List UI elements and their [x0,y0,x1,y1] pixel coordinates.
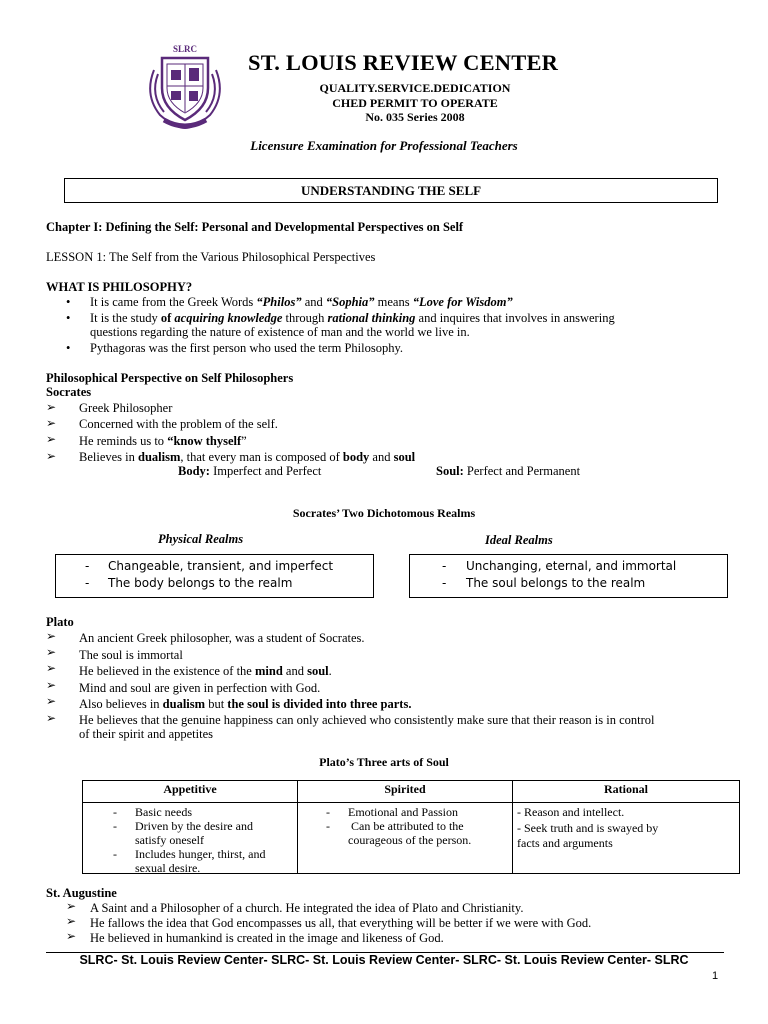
realms-title: Socrates’ Two Dichotomous Realms [292,506,476,520]
augustine-point-3: He believed in humankind is created in the image and likeness of God. [90,931,444,945]
augustine-heading: St. Augustine [46,886,117,900]
body-definition: Body: Imperfect and Perfect [178,464,322,478]
arrow-icon: ➢ [46,694,57,708]
dash: - [442,559,447,573]
arrow-icon: ➢ [66,929,77,943]
physical-realm-title: Physical Realms [158,532,244,546]
plato-point-5: Also believes in dualism but the soul is divided into three parts. [79,697,412,711]
soul-table-title: Plato’s Three arts of Soul [319,755,449,769]
physical-realm-item: Changeable, transient, and imperfect [108,559,334,573]
plato-point-3: He believed in the existence of the mind and soul. [79,664,332,678]
arrow-icon: ➢ [66,914,77,928]
socrates-point-4: Believes in dualism, that every man is composed of body and soul [79,450,416,464]
plato-point-1: An ancient Greek philosopher, was a student of Socrates. [79,631,365,645]
dash: - [113,847,117,861]
plato-point-4: Mind and soul are given in perfection with God. [79,681,321,695]
ideal-realm-item: The soul belongs to the realm [466,576,646,590]
page-number: 1 [712,970,719,982]
physical-realm-item: The body belongs to the realm [108,576,293,590]
philosophy-bullet-2-cont: questions regarding the nature of existence of man and the world we live in. [90,325,470,339]
spirited-cell [298,803,513,874]
dash: - [113,819,117,833]
philosophy-bullet-2: • It is the study of acquiring knowledge through rational thinking and inquires that involves in answering [90,311,615,326]
ideal-realm-title: Ideal Realms [485,533,553,547]
arrow-icon: ➢ [46,645,57,659]
rational-item: facts and arguments [517,836,613,850]
dash: - [85,559,90,573]
perspective-heading: Philosophical Perspective on Self Philosophers [46,371,294,385]
permit-label: CHED PERMIT TO OPERATE [332,96,498,110]
table-header-row [83,781,740,803]
spirited-item: Can be attributed to the [351,819,464,833]
socrates-point-1: Greek Philosopher [79,401,173,415]
ideal-realm-item: Unchanging, eternal, and immortal [466,559,677,573]
chapter-heading: Chapter I: Defining the Self: Personal and Developmental Perspectives on Self [46,220,464,234]
spirited-item: Emotional and Passion [348,805,458,819]
header-spirited: Spirited [298,781,513,803]
arrow-icon: ➢ [46,432,57,446]
arrow-icon: ➢ [46,711,57,725]
arrow-icon: ➢ [46,678,57,692]
philosophy-bullet-1: • It is came from the Greek Words “Philos” and “Sophia” means “Love for Wisdom” [90,295,513,310]
arrow-icon: ➢ [46,416,57,430]
physical-realm-box [55,554,374,598]
socrates-point-3: He reminds us to “know thyself” [79,434,247,448]
arrow-icon: ➢ [46,661,57,675]
soul-parts-table [82,780,740,874]
rational-item: - Reason and intellect. [517,805,625,819]
plato-point-6-cont: of their spirit and appetites [79,727,213,741]
socrates-heading: Socrates [46,385,92,399]
philosophy-heading: WHAT IS PHILOSOPHY? [46,280,193,294]
appetitive-item: Includes hunger, thirst, and [135,847,266,861]
socrates-point-2: Concerned with the problem of the self. [79,417,278,431]
center-title: ST. LOUIS REVIEW CENTER [248,50,559,75]
plato-point-2: The soul is immortal [79,648,183,662]
rational-item: - Seek truth and is swayed by [517,821,659,835]
header-appetitive: Appetitive [83,781,298,803]
plato-heading: Plato [46,615,74,629]
header-rational: Rational [513,781,740,803]
appetitive-item: satisfy oneself [135,833,204,847]
soul-definition: Soul: Perfect and Permanent [436,464,581,478]
ideal-realm-box [409,554,728,598]
motto: QUALITY.SERVICE.DEDICATION [319,81,511,95]
arrow-icon: ➢ [46,629,57,643]
appetitive-item: sexual desire. [135,861,201,875]
augustine-point-2: He fallows the idea that God encompasses us all, that everything will be better if we were with God. [90,916,592,930]
dash: - [326,819,330,833]
document-title: UNDERSTANDING THE SELF [64,178,718,203]
lesson-heading: LESSON 1: The Self from the Various Philosophical Perspectives [46,250,376,264]
philosophy-bullet-3: • Pythagoras was the first person who used the term Philosophy. [90,341,403,356]
dash: - [113,805,117,819]
arrow-icon: ➢ [46,400,57,414]
table-row [83,803,740,874]
augustine-point-1: A Saint and a Philosopher of a church. He integrated the idea of Plato and Christianity. [90,901,524,915]
dash: - [85,576,90,590]
arrow-icon: ➢ [46,449,57,463]
appetitive-item: Driven by the desire and [135,819,253,833]
rational-cell [513,803,740,874]
dash: - [326,805,330,819]
appetitive-item: Basic needs [135,805,192,819]
dash: - [442,576,447,590]
plato-point-6: He believes that the genuine happiness can only achieved who consistently make sure that their reason is in control [79,713,655,727]
logo-text: SLRC [172,44,197,54]
exam-subtitle: Licensure Examination for Professional Teachers [250,138,518,153]
permit-number: No. 035 Series 2008 [365,110,465,124]
appetitive-cell [83,803,298,874]
spirited-item: courageous of the person. [348,833,472,847]
slrc-logo [140,40,230,130]
arrow-icon: ➢ [66,899,77,913]
footer-text: SLRC- St. Louis Review Center- SLRC- St. Louis Review Center- SLRC- St. Louis Review Center- SLRC [79,953,689,967]
